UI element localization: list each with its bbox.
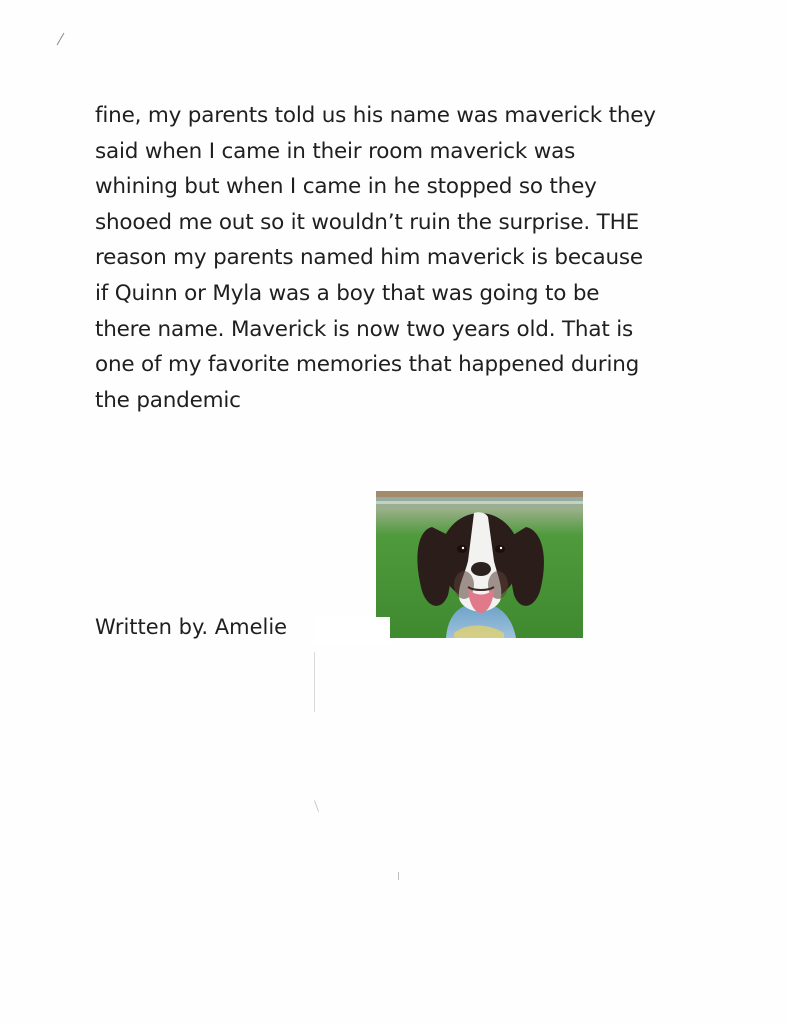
story-line: whining but when I came in he stopped so they	[95, 174, 597, 200]
story-line: fine, my parents told us his name was maverick they	[95, 103, 656, 128]
scan-mark	[314, 800, 319, 812]
story-text	[95, 98, 715, 418]
story-line: the pandemic	[95, 387, 241, 413]
dog-photo	[376, 491, 583, 638]
story-line: one of my favorite memories that happened during	[95, 352, 640, 378]
scan-mark	[398, 872, 399, 880]
story-line: there name. Maverick is now two years old. That is	[95, 316, 633, 342]
scan-mark	[57, 33, 65, 46]
redacted-surname	[314, 617, 390, 645]
story-line: said when I came in their room maverick was	[95, 138, 576, 164]
byline: Written by. Amelie	[95, 615, 288, 639]
dog-photo-graphic	[376, 491, 583, 638]
story-line: reason my parents named him maverick is because	[95, 245, 643, 271]
story-line: shooed me out so it wouldn’t ruin the surprise. THE	[95, 209, 639, 235]
story-line: if Quinn or Myla was a boy that was going to be	[95, 280, 600, 306]
scan-mark	[314, 652, 315, 712]
